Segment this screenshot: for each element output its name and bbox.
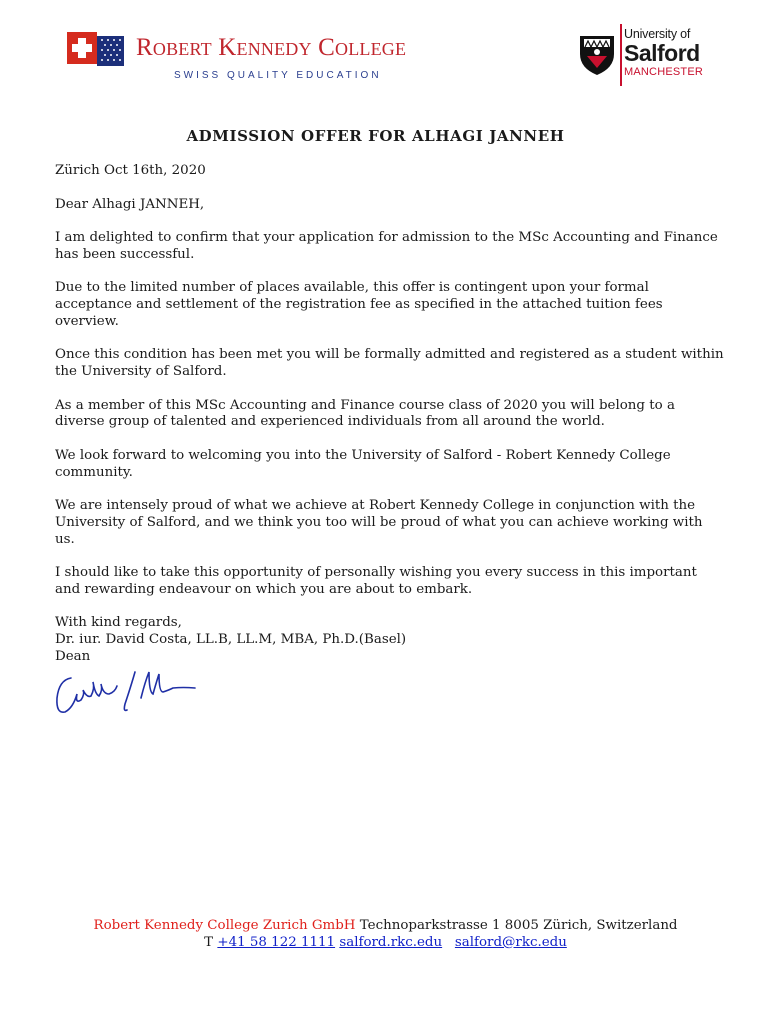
letter-paragraph: Once this condition has been met you will be formally admitted and registered as a student within the University of Salford. <box>55 347 724 379</box>
salford-line1: University of <box>624 27 691 41</box>
salford-wordmark <box>624 28 703 78</box>
salford-crest-icon <box>578 32 616 76</box>
signer-title: Dean <box>55 648 91 664</box>
swiss-us-flags-icon <box>66 30 126 68</box>
footer-address: Technoparkstrasse 1 8005 Zürich, Switzerland <box>359 918 678 933</box>
letter-paragraph: I should like to take this opportunity of personally wishing you every success in this important and rewarding endeavour on which you are about to embark. <box>55 565 697 597</box>
signer-name: Dr. iur. David Costa, LL.B, LL.M, MBA, Ph.D.(Basel) <box>55 632 407 647</box>
footer-email-link[interactable]: salford@rkc.edu <box>454 934 567 950</box>
letter-date: Zürich Oct 16th, 2020 <box>55 163 206 178</box>
letter-paragraph: As a member of this MSc Accounting and Finance course class of 2020 you will belong to a diverse group of talented and experienced individuals from all around the world. <box>55 397 675 430</box>
letter-salutation: Dear Alhagi JANNEH, <box>55 196 205 212</box>
rkc-logo <box>66 30 406 86</box>
letter-paragraph: We look forward to welcoming you into the University of Salford - Robert Kennedy College community. <box>55 447 671 480</box>
letter-paragraph: We are intensely proud of what we achieve at Robert Kennedy College in conjunction with the University of Salford, and we think you too will be proud of what you can achieve working with us. <box>55 498 703 547</box>
footer-phone-prefix: T <box>204 934 214 950</box>
footer-phone-link[interactable]: +41 58 122 1111 <box>217 934 336 950</box>
salford-logo <box>578 24 708 88</box>
rkc-tagline: SWISS QUALITY EDUCATION <box>174 70 382 81</box>
letter-closing: With kind regards, <box>55 615 182 631</box>
letter-paragraph: I am delighted to confirm that your application for admission to the MSc Accounting and Finance has been successful. <box>55 230 718 262</box>
letter-title: ADMISSION OFFER FOR ALHAGI JANNEH <box>186 127 565 145</box>
letter-body <box>55 163 725 666</box>
salford-divider <box>620 24 622 86</box>
salford-line3: MANCHESTER <box>624 65 704 78</box>
letterhead <box>0 0 768 100</box>
salford-line2: Salford <box>624 39 700 66</box>
letter-paragraph: Due to the limited number of places available, this offer is contingent upon your formal acceptance and settlement of the registration fee as specified in the attached tuition fees overview. <box>55 280 663 329</box>
footer-address-line <box>0 918 768 935</box>
footer-website-link[interactable]: salford.rkc.edu <box>339 934 443 950</box>
footer-company: Robert Kennedy College Zurich GmbH <box>93 918 356 933</box>
handwritten-signature-icon <box>53 664 199 720</box>
rkc-name: Robert Kennedy College <box>136 34 407 61</box>
footer-contact-line <box>0 935 768 952</box>
footer <box>0 918 768 952</box>
